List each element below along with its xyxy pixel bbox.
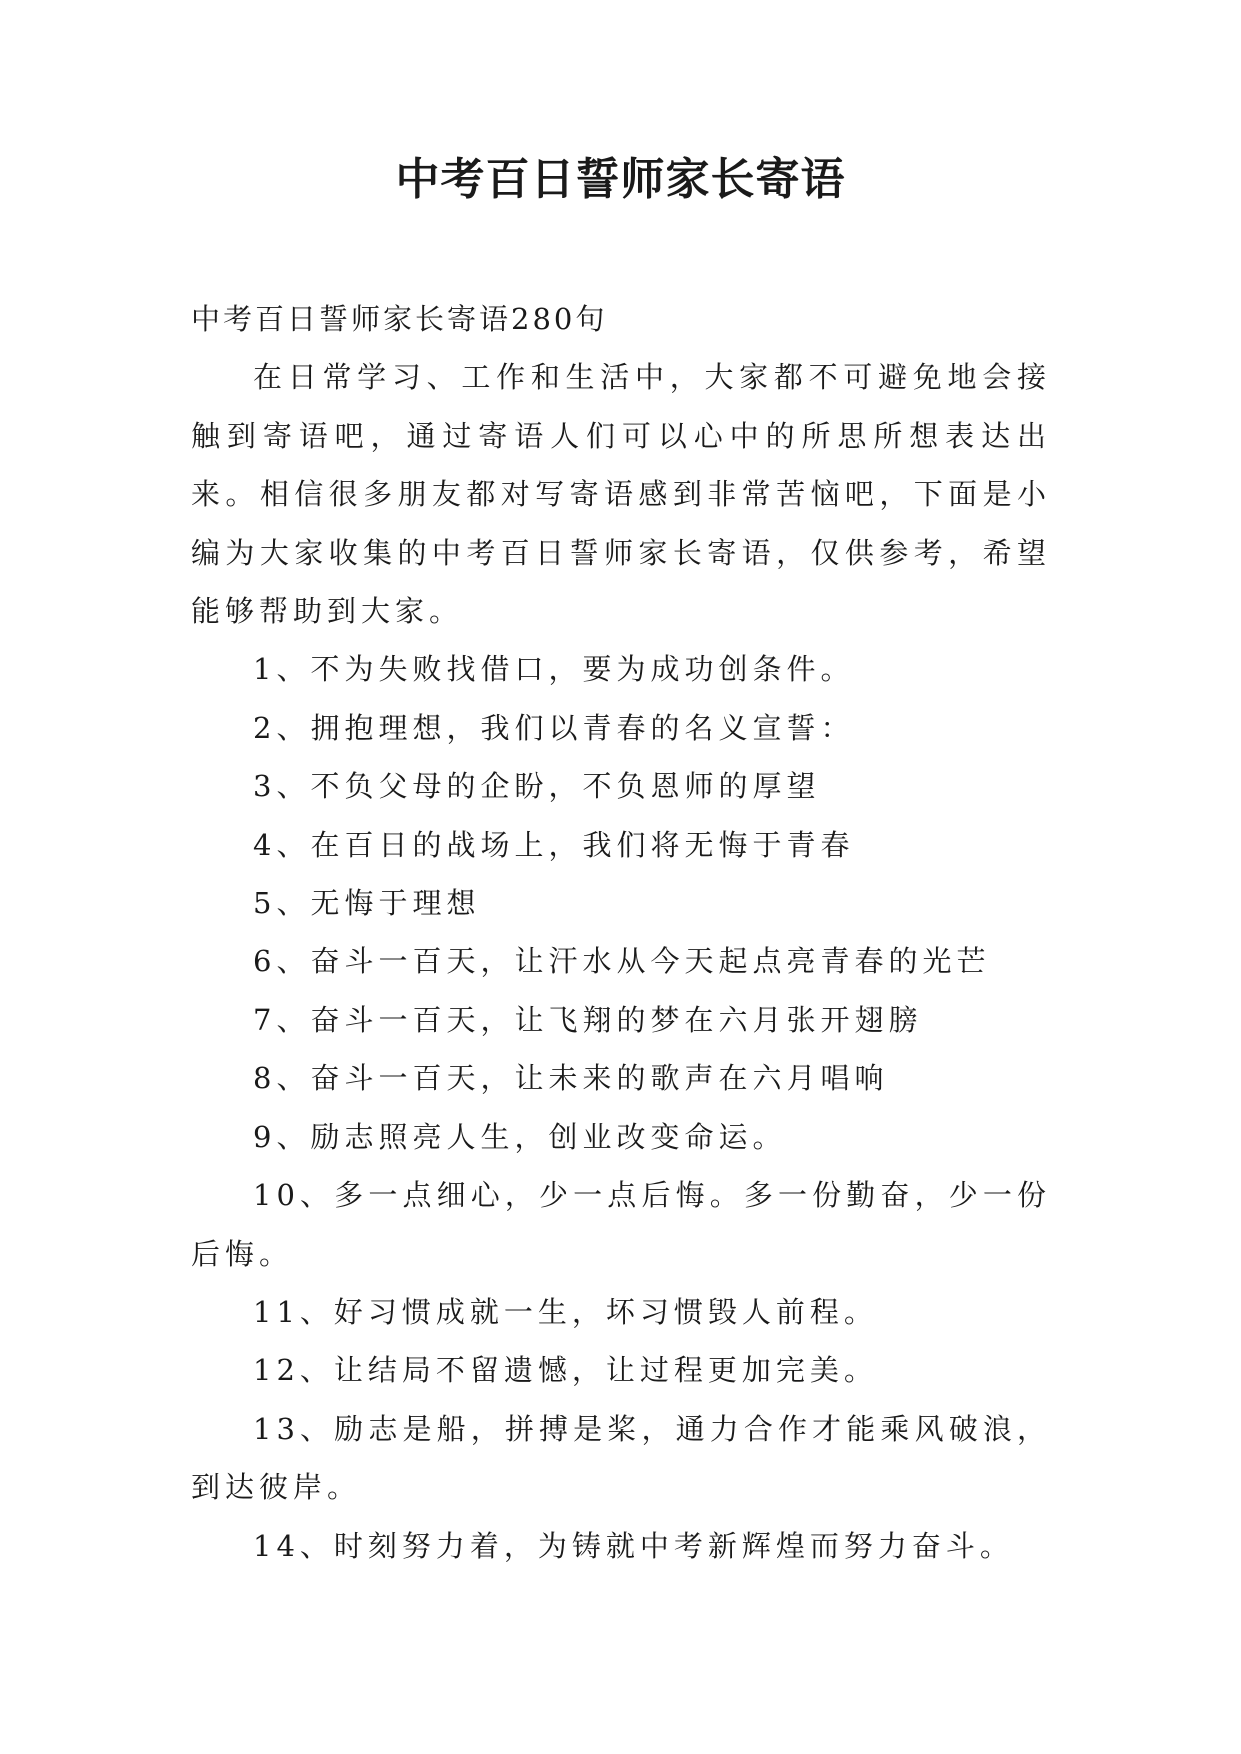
list-item: 1、不为失败找借口，要为成功创条件。 [253, 652, 855, 687]
list-item: 7、奋斗一百天，让飞翔的梦在六月张开翅膀 [253, 1002, 923, 1037]
document-subtitle: 中考百日誓师家长寄语280句 [191, 302, 608, 336]
list-item: 10、多一点细心，少一点后悔。多一份勤奋，少一份后悔。 [191, 1178, 1051, 1271]
list-item: 12、让结局不留遗憾，让过程更加完美。 [253, 1353, 878, 1388]
list-item: 11、好习惯成就一生，坏习惯毁人前程。 [253, 1294, 878, 1329]
list-item: 4、在百日的战场上，我们将无悔于青春 [253, 827, 855, 862]
list-item: 2、拥抱理想，我们以青春的名义宣誓： [253, 710, 855, 745]
list-item: 14、时刻努力着，为铸就中考新辉煌而努力奋斗。 [253, 1528, 1014, 1563]
list-item: 6、奋斗一百天，让汗水从今天起点亮青春的光芒 [253, 944, 991, 979]
document-body [191, 290, 1051, 1575]
list-item: 8、奋斗一百天，让未来的歌声在六月唱响 [253, 1061, 889, 1096]
list-item: 3、不负父母的企盼，不负恩师的厚望 [253, 769, 821, 804]
list-item: 13、励志是船，拼搏是桨，通力合作才能乘风破浪，到达彼岸。 [191, 1411, 1051, 1505]
document-title: 中考百日誓师家长寄语 [395, 154, 846, 205]
list-item: 5、无悔于理想 [253, 886, 481, 921]
intro-paragraph: 在日常学习、工作和生活中，大家都不可避免地会接触到寄语吧，通过寄语人们可以心中的所思所想表达出来。相信很多朋友都对写寄语感到非常苦恼吧，下面是小编为大家收集的中考百日誓师家长寄语，仅供参考，希望能够帮助到大家。 [191, 360, 1051, 629]
list-item: 9、励志照亮人生，创业改变命运。 [253, 1119, 787, 1154]
